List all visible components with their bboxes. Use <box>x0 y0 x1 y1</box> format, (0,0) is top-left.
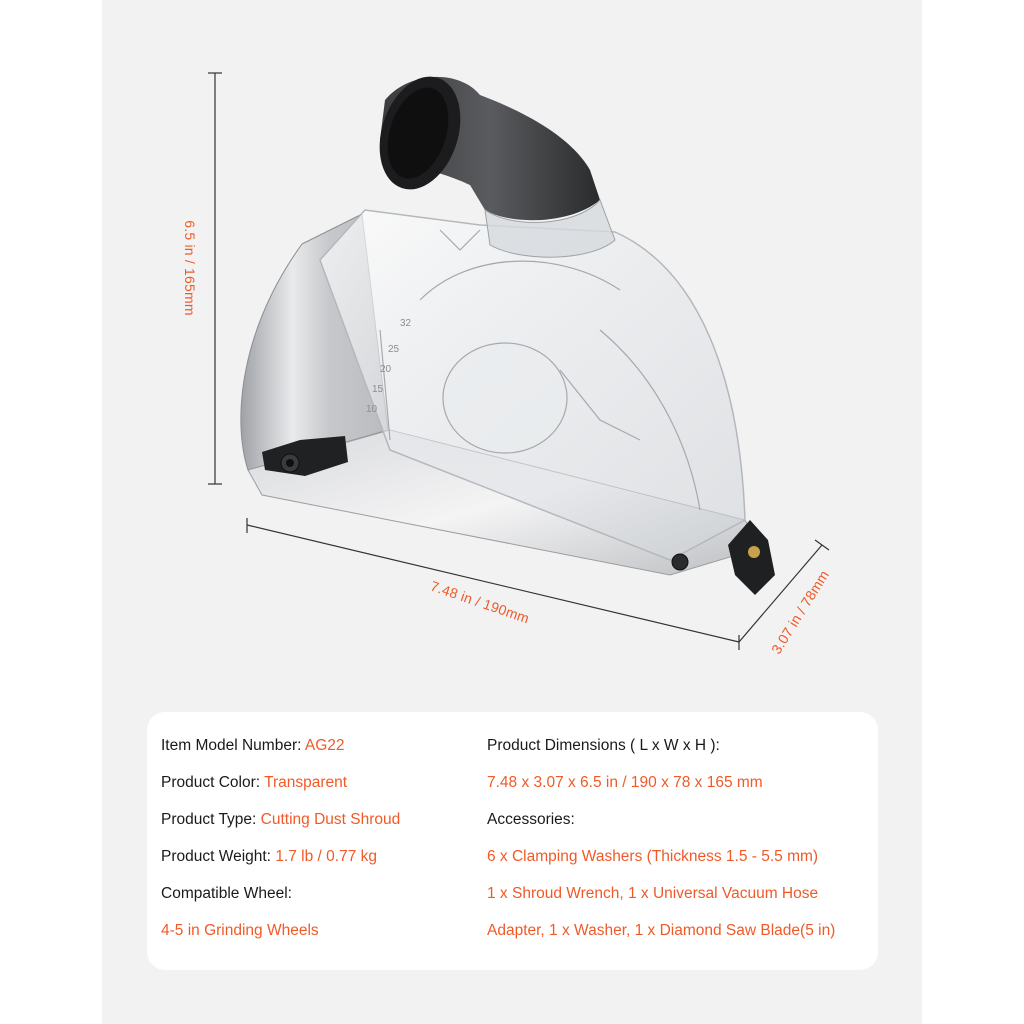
length-dimension-label: 7.48 in / 190mm <box>428 577 532 627</box>
scale-mark: 15 <box>372 384 384 395</box>
spec-value: 1.7 lb / 0.77 kg <box>275 848 377 865</box>
spec-weight <box>161 845 400 882</box>
spec-column-left <box>161 734 400 956</box>
spec-value: Transparent <box>264 774 348 791</box>
spec-wheel-label <box>161 882 400 919</box>
spec-dimensions-label: Product Dimensions ( L x W x H ): <box>487 737 720 754</box>
spec-label: Product Color: <box>161 774 265 791</box>
spec-label: Product Type: <box>161 811 261 828</box>
scale-mark: 25 <box>388 344 400 355</box>
height-dimension-label: 6.5 in / 165mm <box>182 220 198 316</box>
spec-accessories-line: 6 x Clamping Washers (Thickness 1.5 - 5.5 mm) <box>487 848 819 865</box>
spec-dimensions-value: 7.48 x 3.07 x 6.5 in / 190 x 78 x 165 mm <box>487 774 763 791</box>
spec-accessories-line: 1 x Shroud Wrench, 1 x Universal Vacuum Hose <box>487 885 819 902</box>
scale-mark: 10 <box>366 404 378 415</box>
spec-accessories-line: Adapter, 1 x Washer, 1 x Diamond Saw Blade(5 in) <box>487 922 836 939</box>
spec-label: Product Weight: <box>161 848 276 865</box>
specifications-card <box>147 712 878 970</box>
scale-mark: 32 <box>400 318 412 329</box>
spec-model-number <box>161 734 400 771</box>
width-dimension-label: 3.07 in / 78mm <box>767 567 833 657</box>
spec-value: Cutting Dust Shroud <box>260 811 401 828</box>
spec-color <box>161 771 400 808</box>
spec-label: Item Model Number: <box>161 737 305 754</box>
spec-value: AG22 <box>304 737 345 754</box>
scale-mark: 20 <box>380 364 392 375</box>
spec-type <box>161 808 400 845</box>
spec-wheel-value: 4-5 in Grinding Wheels <box>161 922 319 939</box>
spec-accessories-label: Accessories: <box>487 811 575 828</box>
spec-label: Compatible Wheel: <box>161 885 292 902</box>
spec-column-right <box>487 734 835 956</box>
